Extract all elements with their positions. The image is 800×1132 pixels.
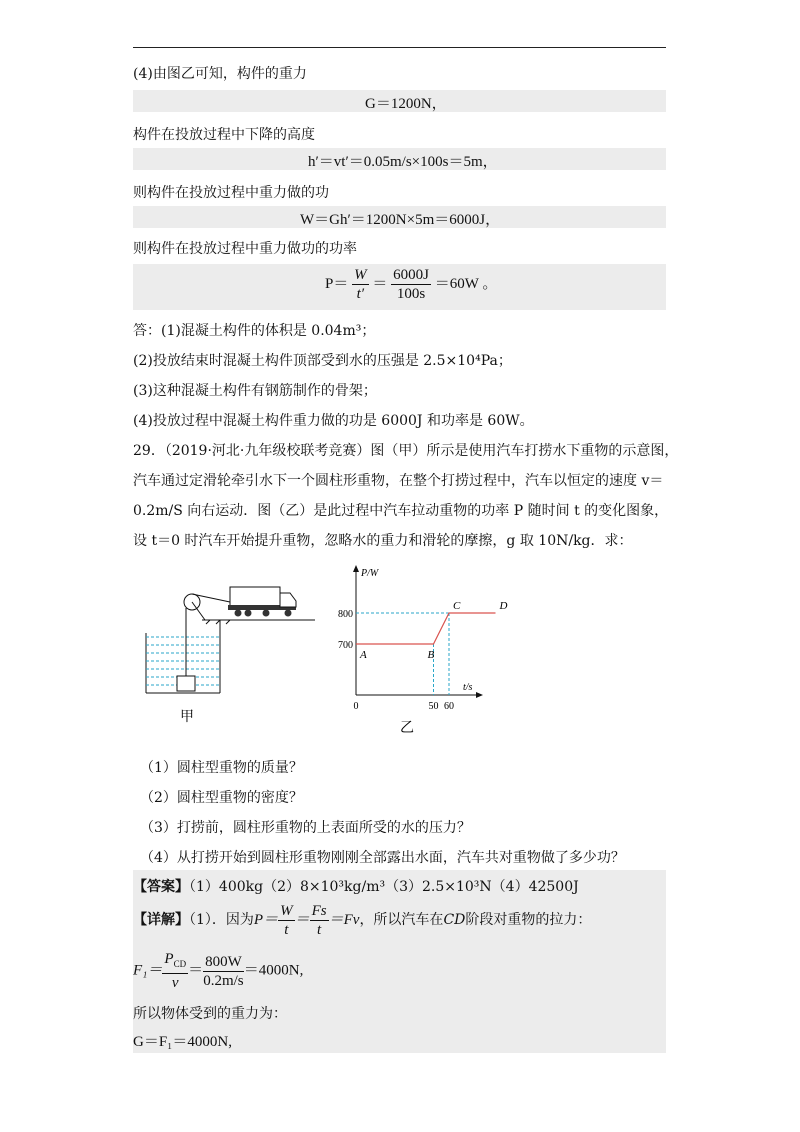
equation-force: F₁＝ $\frac{P_{CD}}{v}$ ＝ $\frac{800W}{0.2m/s}$ ＝4000N,: [133, 951, 304, 991]
answer-line-3: (3)这种混凝土构件有钢筋制作的骨架；: [133, 383, 377, 399]
y-axis-arrow: [353, 565, 359, 572]
answer-line-4: (4)投放过程中混凝土构件重力做的功是 6000J 和功率是 60W。: [133, 413, 534, 429]
point-label-C: C: [453, 600, 461, 612]
x-tick-label: 60: [444, 701, 454, 712]
answer-summary: [133, 876, 579, 896]
detail-cd: CD: [443, 911, 466, 928]
equation-work: W＝Gh′＝1200N×5m＝6000J，: [300, 212, 501, 228]
point-label-D: D: [499, 600, 508, 612]
detail-text-2: ，所以汽车在: [359, 911, 444, 928]
part4-line4: 则构件在投放过程中重力做功的功率: [133, 241, 357, 257]
answer-line-1: 答：(1)混凝土构件的体积是 0.04m³；: [133, 323, 376, 339]
gravity-line: 所以物体受到的重力为：: [133, 1006, 287, 1022]
top-rule: [133, 47, 666, 48]
gravity-equation: G＝F₁＝4000N,: [133, 1034, 232, 1050]
series-line: [356, 613, 496, 644]
y-axis-label: P/W: [361, 568, 379, 579]
question-2: （2）圆柱型重物的密度？: [140, 790, 303, 806]
figure-jia-label: 甲: [180, 710, 194, 725]
point-label-B: B: [427, 649, 435, 661]
answer-text: （1）400kg（2）8×10³kg/m³（3）2.5×10³N（4）42500J: [189, 879, 579, 895]
detail-text: （1）．因为: [189, 911, 254, 928]
problem29-line2: 汽车通过定滑轮牵引水下一个圆柱形重物，在整个打捞过程中，汽车以恒定的速度 v＝: [133, 473, 664, 489]
problem29-line3: 0.2m/S 向右运动．图（乙）是此过程中汽车拉动重物的功率 P 随时间 t 的变化图象，: [133, 503, 669, 519]
x-axis-arrow: [476, 692, 483, 698]
answer-label: 【答案】: [133, 879, 189, 895]
part4-line3: 则构件在投放过程中重力做的功: [133, 185, 329, 201]
x-tick-label: 0: [353, 701, 359, 712]
point-label-A: A: [360, 649, 367, 661]
x-tick-label: 50: [428, 701, 439, 712]
truck-icon: [228, 587, 296, 617]
figure-jia: [140, 575, 320, 725]
equation-gravity: G＝1200N，: [365, 96, 447, 112]
figure-yi-label: 乙: [400, 721, 414, 736]
question-3: （3）打捞前，圆柱形重物的上表面所受的水的压力？: [140, 820, 471, 836]
detail-line-1: [133, 902, 591, 939]
part4-intro: (4)由图乙可知，构件的重力: [133, 66, 307, 82]
problem29-line1: 29．（2019·河北·九年级校联考竞赛）图（甲）所示是使用汽车打捞水下重物的示意图，: [133, 443, 679, 459]
detail-eq: P＝ $\frac{W}{t}$ ＝ $\frac{Fs}{t}$ ＝Fv: [253, 903, 360, 938]
detail-text-3: 阶段对重物的拉力：: [465, 911, 592, 928]
detail-label: 【详解】: [133, 911, 189, 928]
answer-line-2: (2)投放结束时混凝土构件顶部受到水的压强是 2.5×10⁴Pa；: [133, 353, 512, 369]
y-tick-label: 700: [338, 640, 353, 651]
x-axis-label: t/s: [463, 682, 473, 693]
y-tick-label: 800: [338, 609, 353, 620]
question-4: （4）从打捞开始到圆柱形重物刚刚全部露出水面，汽车共对重物做了多少功？: [140, 850, 625, 866]
question-1: （1）圆柱型重物的质量？: [140, 760, 303, 776]
ground-platform: [202, 620, 315, 624]
equation-power: P＝ $\frac{W}{t'}$ ＝ $\frac{6000J}{100s}$ ＝60W 。: [325, 267, 498, 302]
cylinder-weight: [177, 676, 195, 691]
chart-yi: [330, 562, 508, 737]
problem29-line4: 设 t＝0 时汽车开始提升重物，忽略水的重力和滑轮的摩擦，g 取 10N/kg．求：: [133, 533, 633, 549]
part4-line2: 构件在投放过程中下降的高度: [133, 127, 315, 143]
equation-height: h′＝vt′＝0.05m/s×100s＝5m，: [308, 154, 498, 170]
